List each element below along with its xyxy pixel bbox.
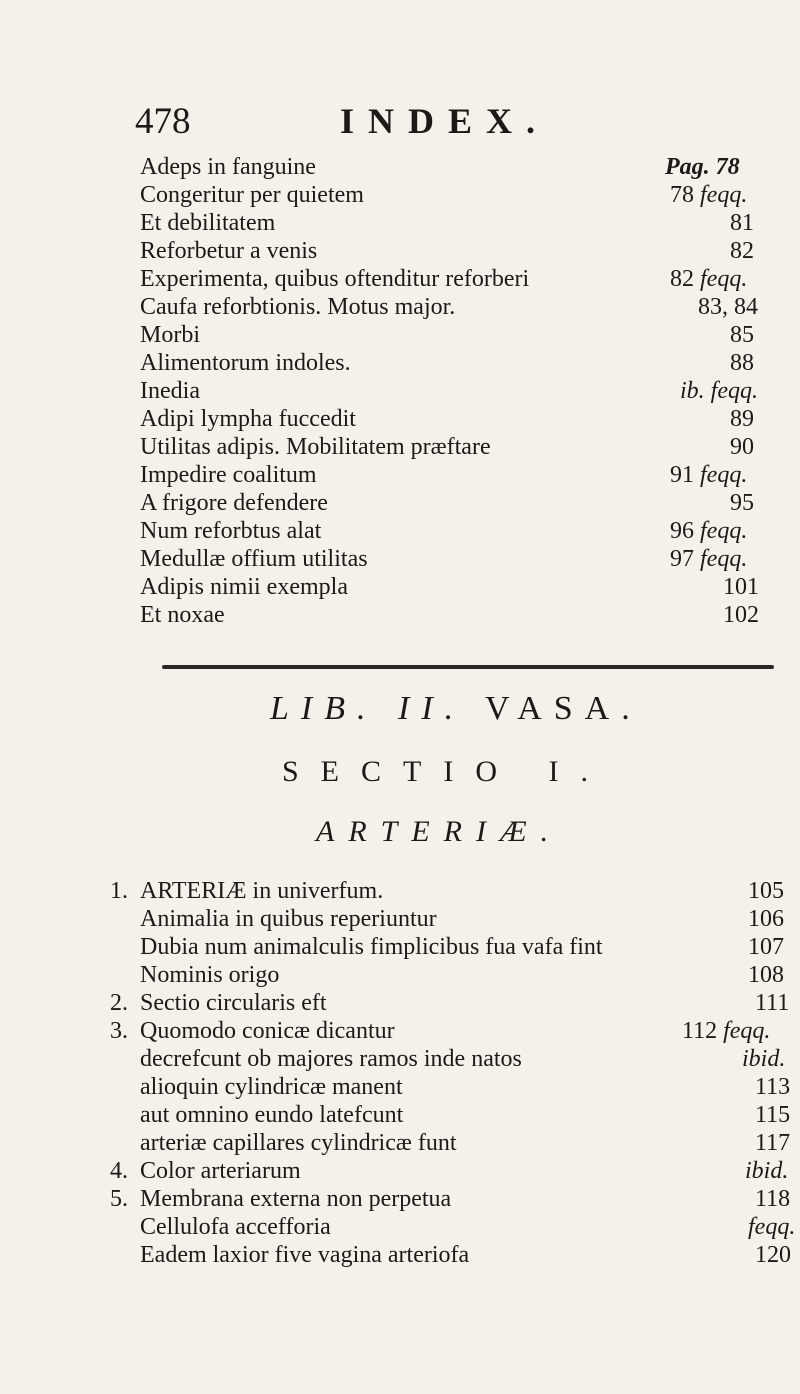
list-item xyxy=(140,236,780,266)
entry-label: Num reforbtus alat xyxy=(140,518,322,544)
entry-label: Adeps in fanguine xyxy=(140,154,316,180)
list-item xyxy=(110,1128,791,1158)
entry-number: 4. xyxy=(110,1158,128,1184)
list-item xyxy=(140,488,780,518)
book-title xyxy=(270,690,642,728)
list-item xyxy=(110,1240,791,1270)
entry-page: 115 xyxy=(755,1102,791,1128)
list-item xyxy=(110,1156,789,1186)
entry-label: Cellulofa accefforia xyxy=(140,1214,331,1240)
list-item xyxy=(110,988,790,1018)
entry-label: Animalia in quibus reperiuntur xyxy=(140,906,437,932)
entry-page: 118 xyxy=(755,1186,791,1212)
lib-label: LIB. II. xyxy=(270,690,466,727)
entry-page: 82 xyxy=(730,238,754,264)
entry-page: 113 xyxy=(755,1074,791,1100)
entry-page: 90 xyxy=(730,434,754,460)
list-item xyxy=(110,1016,780,1046)
entry-label: Utilitas adipis. Mobilitatem præftare xyxy=(140,434,491,460)
entry-page: 85 xyxy=(730,322,754,348)
entry-label: Membrana externa non perpetua xyxy=(140,1186,452,1212)
section-divider xyxy=(162,665,774,669)
list-item xyxy=(110,1072,791,1102)
list-item xyxy=(110,960,784,990)
entry-number: 3. xyxy=(110,1018,128,1044)
list-item xyxy=(110,932,784,962)
list-item xyxy=(140,180,780,210)
entry-label: Caufa reforbtionis. Motus major. xyxy=(140,294,456,320)
entry-label: Medullæ offium utilitas xyxy=(140,546,368,572)
entry-page: 83, 84 xyxy=(698,294,758,320)
entry-page: 96 feqq. xyxy=(670,518,748,544)
entry-page: 89 xyxy=(730,406,754,432)
list-item xyxy=(140,152,780,182)
entry-label: decrefcunt ob majores ramos inde natos xyxy=(140,1046,522,1072)
entry-page: 106 xyxy=(748,906,784,932)
entry-page: ib. feqq. xyxy=(680,378,758,404)
list-item xyxy=(110,1184,791,1214)
entry-number: 5. xyxy=(110,1186,128,1212)
entry-page: 102 xyxy=(723,602,759,628)
entry-label: Impedire coalitum xyxy=(140,462,317,488)
entry-label: Eadem laxior five vagina arteriofa xyxy=(140,1242,470,1268)
list-item xyxy=(140,320,780,350)
entry-page: ibid. xyxy=(742,1046,786,1072)
list-item xyxy=(140,264,780,294)
entry-label: Nominis origo xyxy=(140,962,280,988)
entry-page: 112 feqq. xyxy=(682,1018,771,1044)
entry-page: 117 xyxy=(755,1130,791,1156)
entry-page: 91 feqq. xyxy=(670,462,748,488)
list-item xyxy=(110,904,784,934)
entry-label: ARTERIÆ in univerfum. xyxy=(140,878,384,904)
list-item xyxy=(140,348,780,378)
arteriae-heading: ARTERIÆ. xyxy=(316,815,563,848)
sectio-heading: SECTIO I. xyxy=(282,755,610,788)
entry-page: 95 xyxy=(730,490,754,516)
entry-label: Adipis nimii exempla xyxy=(140,574,348,600)
entry-label: Adipi lympha fuccedit xyxy=(140,406,356,432)
entry-label: Color arteriarum xyxy=(140,1158,301,1184)
entry-label: A frigore defendere xyxy=(140,490,328,516)
vasa-title: VASA. xyxy=(485,690,642,727)
list-item xyxy=(140,376,780,406)
entry-label: Et debilitatem xyxy=(140,210,276,236)
entry-page: 107 xyxy=(748,934,784,960)
entry-label: Quomodo conicæ dicantur xyxy=(140,1018,395,1044)
entry-page: ibid. xyxy=(745,1158,789,1184)
entry-label: aut omnino eundo latefcunt xyxy=(140,1102,404,1128)
list-item xyxy=(140,208,780,238)
running-title: INDEX. xyxy=(340,101,550,141)
entry-page: 108 xyxy=(748,962,784,988)
list-item xyxy=(140,404,780,434)
page-header xyxy=(0,80,800,140)
list-item xyxy=(110,1212,796,1242)
list-item xyxy=(140,572,780,602)
entry-number: 1. xyxy=(110,878,128,904)
entry-label: Congeritur per quietem xyxy=(140,182,364,208)
list-item xyxy=(140,600,780,630)
list-item xyxy=(140,460,780,490)
entry-page: feqq. xyxy=(748,1214,796,1240)
entry-label: Morbi xyxy=(140,322,200,348)
entry-page: 97 feqq. xyxy=(670,546,748,572)
page-number: 478 xyxy=(135,101,191,142)
entry-page: 105 xyxy=(748,878,784,904)
entry-label: Inedia xyxy=(140,378,200,404)
entry-label: Experimenta, quibus oftenditur reforberi xyxy=(140,266,530,292)
entry-page: 111 xyxy=(755,990,790,1016)
entry-page: 78 feqq. xyxy=(670,182,748,208)
list-item xyxy=(110,1044,786,1074)
entry-page: 120 xyxy=(755,1242,791,1268)
entry-label: Et noxae xyxy=(140,602,225,628)
entry-label: Reforbetur a venis xyxy=(140,238,318,264)
list-item xyxy=(140,516,780,546)
entry-label: arteriæ capillares cylindricæ funt xyxy=(140,1130,457,1156)
list-item xyxy=(140,432,780,462)
entry-page: 82 feqq. xyxy=(670,266,748,292)
column-head-pag: Pag. 78 xyxy=(665,154,740,180)
list-item xyxy=(110,1100,791,1130)
entry-label: Sectio circularis eft xyxy=(140,990,327,1016)
list-item xyxy=(140,292,780,322)
entry-page: 88 xyxy=(730,350,754,376)
entry-label: alioquin cylindricæ manent xyxy=(140,1074,403,1100)
entry-page: 81 xyxy=(730,210,754,236)
entry-label: Alimentorum indoles. xyxy=(140,350,351,376)
entry-label: Dubia num animalculis fimplicibus fua vafa fint xyxy=(140,934,603,960)
list-item xyxy=(110,876,784,906)
entry-number: 2. xyxy=(110,990,128,1016)
list-item xyxy=(140,544,780,574)
entry-page: 101 xyxy=(723,574,759,600)
